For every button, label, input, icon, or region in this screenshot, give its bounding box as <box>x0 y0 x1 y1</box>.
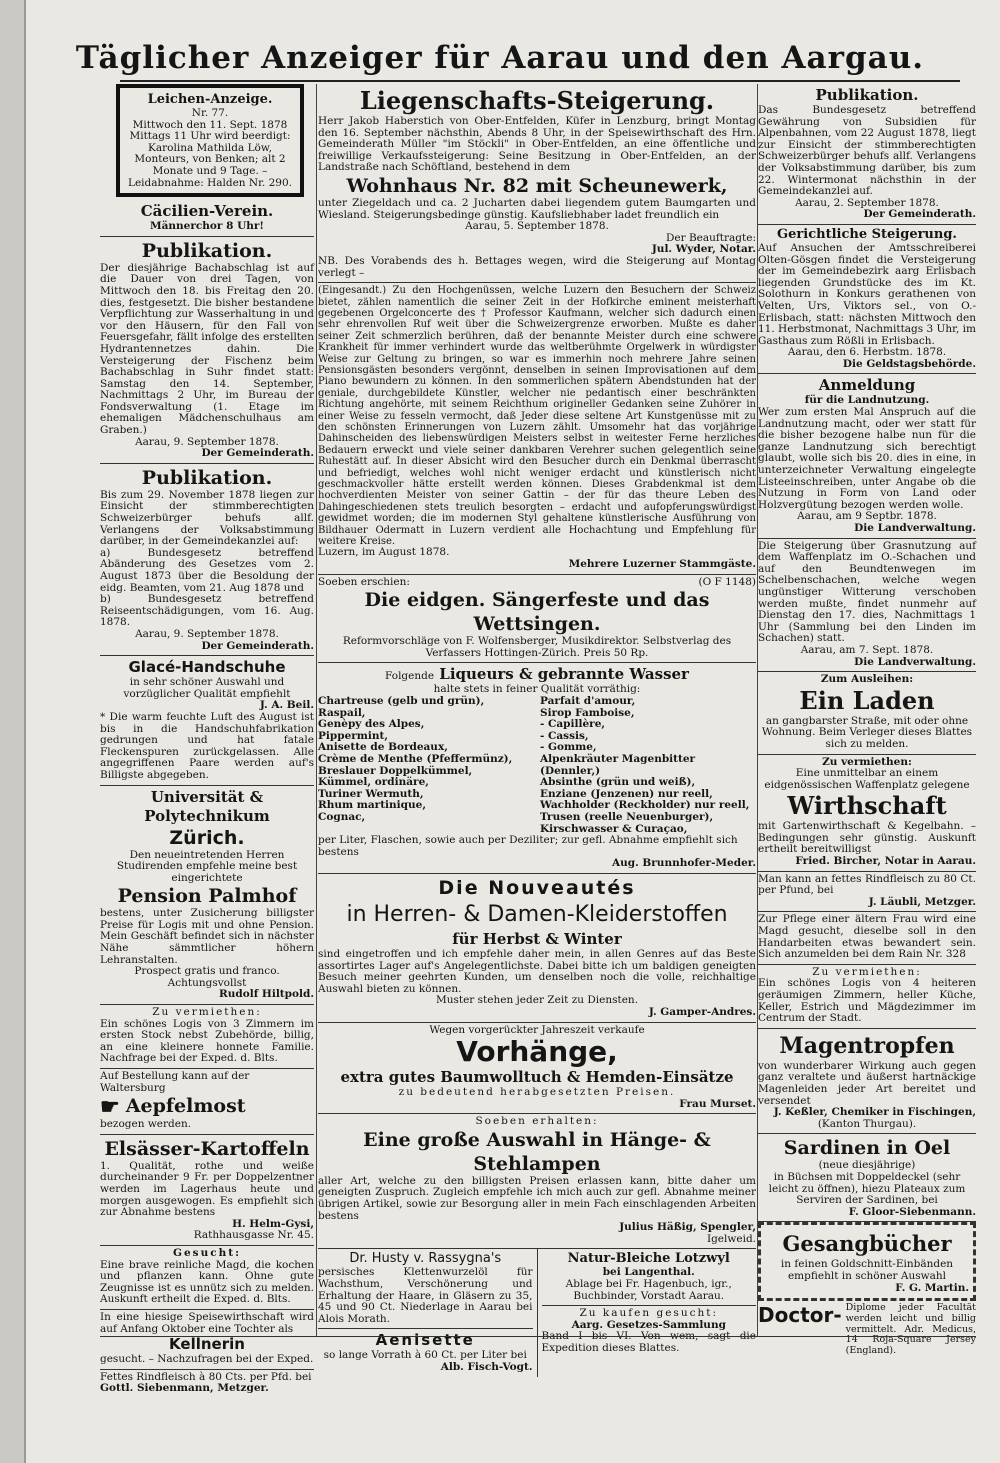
ad-text: an gangbarster Straße, mit oder ohne Wohnung. Beim Verleger dieses Blattes sich zu melden. <box>761 714 973 750</box>
ad-bleiche <box>542 1249 757 1306</box>
pointing-hand-icon: ☛ <box>100 1094 120 1121</box>
ad-vermiethen <box>100 1005 314 1069</box>
ad-greeting: Achtungsvollst <box>167 976 247 989</box>
ad-kellnerin <box>100 1310 314 1370</box>
ad-date: Aarau, am 9 Septbr. 1878. <box>797 510 937 523</box>
ad-subtitle: extra gutes Baumwolltuch & Hemden-Einsätze <box>340 1068 734 1087</box>
ad-footer: per Liter, Flaschen, sowie auch per Deziliter; zur gefl. Abnahme empfiehlt sich bestens <box>318 834 738 858</box>
ad-text: in sehr schöner Auswahl und vorzüglicher Qualität empfiehlt <box>123 676 291 700</box>
ad-title: Publikation. <box>141 239 273 262</box>
ad-liqueurs <box>318 663 756 874</box>
ad-title: Eine große Auswahl in Hänge- & Stehlampen <box>363 1128 711 1175</box>
ad-text: Zur Pflege einer ältern Frau wird eine Magd gesucht, dieselbe soll in den Handarbeiten etwas bewandert sein. Sich anzumelden bei dem Rain Nr. 328 <box>758 913 976 961</box>
ad-signature: Gottl. Siebenmann, Metzger. <box>100 1382 269 1395</box>
ad-husty <box>318 1249 533 1329</box>
ad-text: Bis zum 29. November 1878 liegen zur Einsicht der stimmberechtigten Schweizerbürger behufs allf. Verlangens der Volksabstimmung darüber, in der Gemeindekanzlei auf: <box>100 488 314 548</box>
masthead-rule <box>120 80 960 82</box>
ad-title: Cäcilien-Verein. <box>140 202 274 221</box>
ad-signature: Die Landverwaltung. <box>854 655 976 668</box>
ad-gesucht-magd <box>100 1246 314 1310</box>
ad-date: Aarau, am 7. Sept. 1878. <box>800 643 934 656</box>
ad-text: so lange Vorrath à 60 Ct. per Liter bei <box>323 1349 527 1362</box>
ad-vorhaenge <box>318 1023 756 1115</box>
column-left <box>100 84 314 1395</box>
ad-city: Zürich. <box>169 826 245 849</box>
ad-text: zu bedeutend herabgesetzten Preisen. <box>398 1086 676 1099</box>
ad-text: Mittwoch den 11. Sept. 1878 Mittags 11 Uhr wird beerdigt: Karolina Mathilda Löw, Monteurs, von Benken; alt 2 Monate und 9 Tage. – Leidabnahme: Halden Nr. 290. <box>128 118 292 189</box>
ad-title: Liqueurs & gebrannte Wasser <box>439 665 689 684</box>
ad-title: Doctor- <box>758 1303 842 1328</box>
ad-date: Aarau, 2. September 1878. <box>795 196 939 209</box>
ad-title: Publikation. <box>815 86 919 104</box>
liqueur-item: Sirop Famboise, <box>540 706 635 719</box>
ad-text: Die Steigerung über Grasnutzung auf dem Waffenplatz im O.-Schachen und auf den Beundtenwegen im Schelbenschachen, welche wegen ungünstiger Witterung verschoben werden mußte, findet nunmehr auf Dienstag den 17. dies, Nachmittags 1 Uhr (Sammlung bei den Linden im Schachen) statt. <box>758 539 976 645</box>
ad-pre: Zu vermiethen: <box>812 965 922 978</box>
ad-title: Natur-Bleiche Lotzwyl <box>567 1251 730 1267</box>
liqueur-item: Chartreuse (gelb und grün), <box>318 695 485 708</box>
ad-text: In eine hiesige Speisewirthschaft wird auf Anfang Oktober eine Tochter als <box>100 1310 314 1335</box>
ad-text: in feinen Goldschnitt-Einbänden empfiehlt in schöner Auswahl <box>780 1258 954 1282</box>
ad-item-b: b) Bundesgesetz betreffend Reiseentschädigungen, vom 16. Aug. 1878. <box>100 593 314 629</box>
ad-pre: Zum Ausleihen: <box>820 673 914 686</box>
liqueur-item: Enziane (Jenzenen) nur reell, <box>540 787 713 800</box>
ad-gesangbuecher <box>758 1222 976 1301</box>
ad-signature: H. Helm-Gysi, <box>232 1217 314 1230</box>
ad-address: Rathhausgasse Nr. 45. <box>193 1229 314 1242</box>
ad-code: (O F 1148) <box>698 575 756 588</box>
ad-date: Aarau, 9. September 1878. <box>135 627 279 640</box>
ad-signature: J. Gamper-Andres. <box>648 1005 756 1018</box>
ad-text: 1. Qualität, rothe und weiße durcheinander 9 Fr. per Doppelzentner werden im Lagerhaus heute und morgen ausgewogen. Es empfiehlt sich zur Abnahme bestens <box>100 1159 314 1219</box>
ad-title: Gesucht: <box>173 1246 241 1259</box>
ad-magentropfen <box>758 1029 976 1135</box>
ad-text: sind eingetroffen und ich empfehle daher mein, in allen Genres auf das Beste assortirtes Lager auf's Angelegentlichste. Dabei bitte ich um baldigen geneigten Besuch meiner geehrten Kunden, um denselben noch die volle, reichhaltige Auswahl bieten zu können. <box>318 947 756 995</box>
ad-pre <box>318 577 756 589</box>
liqueur-item: Cognac, <box>318 810 366 823</box>
ad-title: Aenisette <box>375 1331 475 1350</box>
ad-text-2: bestens, unter Zusicherung billigster Preise für Logis mit und ohne Pension. Mein Geschäft befindet sich in nächster Nähe sämmtlicher höhern Lehranstalten. <box>100 907 314 966</box>
ad-subtitle: Männerchor 8 Uhr! <box>149 220 265 233</box>
ad-text: Der diesjährige Bachabschlag ist auf die Dauer von drei Tagen, von Mittwoch den 18. bis Freitag den 20. dies, festgesetzt. Die bisher bestandene Verpflichtung zur Wasserhaltung in und vor den Häusern, für den Fall von Feuersgefahr, fällt infolge des erstellten Hydrantennetzes dahin. Die Versteigerung der Fischenz beim Bachabschlag in Suhr findet statt: Samstag den 14. September, Nachmittags 2 Uhr, im Bureau der Fondsverwaltung (1. Etage im ehemaligen Mädchenschulhaus am Graben.) <box>100 261 314 437</box>
ad-subtitle: (neue diesjährige) <box>818 1159 916 1172</box>
ad-col-small-right <box>542 1249 757 1376</box>
liqueur-item: Raspail, <box>318 706 366 719</box>
ad-pre: Zu kaufen gesucht: <box>579 1307 718 1320</box>
ad-date: Aarau, 5. September 1878. <box>465 220 609 233</box>
ad-logis <box>758 965 976 1029</box>
masthead: Täglicher Anzeiger für Aarau und den Aargau. <box>75 40 925 76</box>
liqueur-item: - Gomme, <box>540 741 597 754</box>
page-margin <box>0 0 24 1463</box>
ad-col-small-left <box>318 1249 538 1376</box>
ad-text-3: Prospect gratis und franco. <box>134 965 280 978</box>
ad-text: aller Art, welche zu den billigsten Preisen erlassen kann, bitte daher um geneigten Zuspruch. Zugleich empfehle ich mich auch zur gefl. Abnahme meiner übrigen Artikel, sowie zur Besorgung aller in mein Fach einschlagenden Arbeiten bestens <box>318 1174 756 1222</box>
ad-saengerfeste <box>318 575 756 664</box>
liqueur-list-left <box>318 696 534 835</box>
ad-title: Glacé-Handschuhe <box>128 658 286 677</box>
ad-grasnutzung <box>758 539 976 673</box>
ad-note: * Die warm feuchte Luft des August ist bis in die Handschuhfabrikation gedrungen und hat fatale Fleckenspuren zurückgelassen. Alle angegriffenen Paare werden auf's Billigste abgegeben. <box>100 710 314 781</box>
ad-date: Aarau, 9. September 1878. <box>135 435 279 448</box>
ad-rindfleisch <box>100 1370 314 1398</box>
ad-text: von wunderbarer Wirkung auch gegen ganz veraltete und äußerst hartnäckige Magenleiden jeder Art bereitet und versendet <box>758 1059 976 1107</box>
ad-item-a: a) Bundesgesetz betreffend Abänderung des Gesetzes vom 2. August 1873 über die Besoldung der eidg. Beamten, vom 21. Aug 1878 und <box>100 546 314 594</box>
liqueur-item: Rhum martinique, <box>318 799 426 812</box>
ad-signature: Der Gemeinderath. <box>201 447 314 460</box>
column-center <box>318 84 756 1373</box>
ad-signature: Die Geldstagsbehörde. <box>842 357 976 370</box>
ad-title: Aepfelmost <box>125 1095 246 1118</box>
ad-nouveautes <box>318 874 756 1023</box>
ad-text: Diplome jeder Facultät werden leicht und billig vermittelt. Adr. Medicus, 14 Roja-Square Jersey (England). <box>845 1302 976 1357</box>
ad-text: Auf Ansuchen der Amtsschreiberei Olten-Gösgen findet die Versteigerung der im Gemeindebezirk aarg Erlisbach liegenden Grundstücke des im Kt. Solothurn in Konkurs gerathenen von Velten, Urs, Viktors sel., von O.-Erlisbach, statt: nächsten Mittwoch den 11. Herbstmonat, Nachmittags 3 Uhr, im Gasthaus zum Rößli in Erlisbach. <box>758 241 976 347</box>
ad-title: Vorhänge, <box>456 1035 618 1069</box>
ad-text: persisches Klettenwurzelöl für Wachsthum, Verschönerung und Erhaltung der Haare, in Gläsern zu 35, 45 und 90 Ct. Niederlage in Aarau bei Alois Morath. <box>318 1266 533 1325</box>
article-eingesandt <box>318 283 756 575</box>
ad-text: halte stets in feiner Qualität vorräthig: <box>433 683 641 696</box>
ad-text-2: Muster stehen jeder Zeit zu Diensten. <box>435 994 639 1007</box>
ad-title-line <box>100 1094 314 1119</box>
ad-pre: Zu vermiethen: <box>822 755 912 768</box>
ad-fleisch <box>758 872 976 913</box>
ad-text: Ablage bei Fr. Hagenbuch, igr., Buchbinder, Vorstadt Aarau. <box>565 1278 732 1302</box>
liqueur-item: Alpenkräuter Magenbitter (Dennler,) <box>540 753 696 777</box>
ad-doctor <box>758 1301 976 1360</box>
ad-pflege <box>758 912 976 964</box>
ad-signature: Fried. Bircher, Notar in Aarau. <box>795 855 976 868</box>
ad-text-2: mit Gartenwirthschaft & Kegelbahn. – Bedingungen sehr günstig. Auskunft ertheilt bereitwilligst <box>758 820 976 856</box>
ad-title: Die Nouveautés <box>438 876 636 899</box>
page-edge-line <box>24 0 26 1463</box>
ad-signature: Frau Murset. <box>679 1097 756 1110</box>
liqueur-item: Breslauer Doppelkümmel, <box>318 764 473 777</box>
ad-publikation-3 <box>758 84 976 225</box>
ad-place: Igelweid. <box>706 1232 756 1245</box>
liqueur-list-right <box>540 696 756 835</box>
ad-aepfelmost <box>100 1069 314 1135</box>
ad-laden <box>758 672 976 754</box>
ad-text: Fettes Rindfleisch à 80 Cts. per Pfd. bei <box>100 1370 312 1383</box>
liqueur-item: Turiner Wermuth, <box>318 787 424 800</box>
liqueur-item: - Capillère, <box>540 718 606 731</box>
liqueur-item: Crème de Menthe (Pfeffermünz), <box>318 753 513 765</box>
ad-pre: Soeben erhalten: <box>475 1115 599 1128</box>
ad-subtitle: bei Langenthal. <box>602 1266 695 1279</box>
article-signature: Mehrere Luzerner Stammgäste. <box>568 558 756 571</box>
ad-title: Sardinen in Oel <box>783 1137 951 1160</box>
ad-text: Eine unmittelbar an einem eidgenössischen Waffenplatz gelegene <box>764 767 970 791</box>
ad-kartoffeln <box>100 1135 314 1246</box>
ad-number: Nr. 77. <box>191 107 229 119</box>
ad-signature: Der Gemeinderath. <box>863 208 976 221</box>
ad-text: Ein schönes Logis von 3 Zimmern im ersten Stock nebst Zubehörde, billig, an eine kleinere honnete Familie. Nachfrage bei der Exped. d. Blts. <box>100 1017 314 1065</box>
ad-signature: J. A. Beil. <box>259 699 314 712</box>
column-right <box>758 84 976 1357</box>
ad-pre-text: Soeben erschien: <box>318 575 410 588</box>
ad-title: Zu vermiethen: <box>152 1006 262 1019</box>
ad-title: Aarg. Gesetzes-Sammlung <box>571 1318 726 1331</box>
article-date: Luzern, im August 1878. <box>318 546 450 559</box>
ad-note: NB. Des Vorabends des h. Bettages wegen, wird die Steigerung auf Montag verlegt – <box>318 254 756 279</box>
liqueur-item: Trusen (reelle Neuenburger), <box>540 810 714 823</box>
ad-anmeldung <box>758 374 976 538</box>
ad-text: Band I bis VI. Von wem, sagt die Expedition dieses Blattes. <box>541 1330 756 1354</box>
liqueur-item: Kümmel, ordinäre, <box>318 776 429 789</box>
ad-pension-name: Pension Palmhof <box>117 885 297 908</box>
ad-headline: Wohnhaus Nr. 82 mit Scheunewerk, <box>346 174 728 197</box>
liqueur-item: Genèpy des Alpes, <box>318 718 425 731</box>
ad-gesetzessammlung <box>542 1306 757 1357</box>
ad-lampen <box>318 1114 756 1249</box>
liqueur-item: Kirschwasser & Curaçao, <box>540 822 688 835</box>
ad-title: Leichen-Anzeige. <box>147 92 273 107</box>
liqueur-item: Parfait d'amour, <box>540 695 636 708</box>
ad-subtitle: für Herbst & Winter <box>452 929 622 948</box>
ad-title: Dr. Husty v. Rassygna's <box>349 1251 502 1267</box>
ad-caecilien <box>100 200 314 237</box>
article-text: (Eingesandt.) Zu den Hochgenüssen, welche Luzern den Besuchern der Schweiz bietet, zählen namentlich die seiner Zeit in der Hofkirche eminent meisterhaft gegebenen Orgelconcerte des † Professor Kaufmann, welcher sich dadurch einen sehr ehrenvollen Ruf weit über die Schweizergrenze erworben. Mußte es daher seiner Zeit schmerzlich berühren, daß der benannte Meister durch eine schwere Krankheit für immer verhindert wurde das weltberühmte Orgelwerk in würdigster Weise zur Geltung zu bringen, so war es immerhin noch mehrere Jahre seinen Pensionsgästen besonders vergönnt, denselben in seinen Improvisationen auf dem Piano bewundern zu können. In den sommerlichen spätern Abendstunden hat der geniale, durchgebildete Künstler, welcher nie pedantisch einer beschränkten Richtung angehörte, mit seinem Reichthum origineller Gedanken seine Zuhörer in einer Weise zu fesseln vermocht, daß Jeder diese seltene Art Kunstgenüsse mit zu den schönsten Erinnerungen von Luzern zählt. Umsomehr hat das vorjährige Dahinscheiden des liebenswürdigen Meisters selbst in weitester Ferne herzliches Bedauern erweckt und viele seiner dankbaren Verehrer suchen gelegentlich seine Ruhestätt auf. In dieser Absicht wird den Besucher durch ein Denkmal überrascht und befriedigt, welches wohl nicht weniger erdacht und künstlerisch nicht geschmackvoller hätte erstellt werden können. Dieses Grabdenkmal ist dem hochverdienten Meister von seiner Gattin – der für das theure Leben des Dahingeschiedenen stets treulich besorgten – erdacht und aufopferungswürdigst gewidmet worden; die im modernen Styl gehaltene künstlerische Ausführung von Bildhauer Odermatt in Luzern verdient alle Hochachtung und Empfehlung für weitere Kreise. <box>318 285 756 548</box>
ad-signature: Die Landverwaltung. <box>854 522 976 534</box>
ad-signature: Julius Häßig, Spengler, <box>619 1221 756 1234</box>
ad-date: Aarau, den 6. Herbstm. 1878. <box>787 346 947 359</box>
ad-text: Wer zum ersten Mal Anspruch auf die Landnutzung macht, oder wer statt für die bisher bezogene halbe nun für die ganze Landnutzung sich berechtigt glaubt, wolle sich bis 20. dies in eine, in unterzeichneter Verwaltung eingelegte Listeeinschreiben, unter Angabe ob die Nutzung in Form von Land oder Holzvergütung bezogen werden wolle. <box>758 406 976 511</box>
ad-subtitle: gesucht. – Nachzufragen bei der Exped. <box>100 1353 314 1366</box>
ad-title: Gerichtliche Steigerung. <box>777 226 957 242</box>
ad-title-line <box>318 665 756 684</box>
ad-signature: Rudolf Hiltpold. <box>219 988 314 1001</box>
column-rule <box>316 84 317 1336</box>
ad-title: Anmeldung <box>818 376 916 395</box>
ad-title: Gesangbücher <box>782 1231 952 1257</box>
ad-text: Reformvorschläge von F. Wolfensberger, Musikdirektor. Selbstverlag des Verfassers Hottingen-Zürich. Preis 50 Rp. <box>342 635 732 659</box>
ad-text: Man kann an fettes Rindfleisch zu 80 Ct. per Pfund, bei <box>758 872 976 897</box>
ad-signature: Aug. Brunnhofer-Meder. <box>611 857 756 870</box>
ad-title: Kellnerin <box>169 1335 245 1354</box>
ad-row-small <box>318 1249 756 1376</box>
ad-liegenschaft <box>318 84 756 283</box>
liqueur-list <box>318 696 756 835</box>
ad-signature: Jul. Wyder, Notar. <box>651 243 756 256</box>
ad-role: Der Beauftragte: <box>665 231 756 244</box>
ad-leichen-anzeige <box>116 84 304 197</box>
ad-signature: Der Gemeinderath. <box>201 639 314 652</box>
ad-text: Auf Bestellung kann auf der Waltersburg <box>100 1070 250 1094</box>
ad-text: Eine brave reinliche Magd, die kochen und pflanzen kann. Ohne gute Zeugnisse ist es unnütz sich zu melden. Auskunft ertheilt die Exped. d. Blts. <box>100 1258 314 1306</box>
liqueur-item: Absinthe (grün und weiß), <box>540 776 696 789</box>
ad-title: Universität & Polytechnikum <box>144 787 270 825</box>
liqueur-item: Wachholder (Reckholder) nur reell, <box>540 799 750 812</box>
liqueur-item: Pippermint, <box>318 729 389 742</box>
ad-publikation-2 <box>100 464 314 656</box>
ad-title: Magentropfen <box>779 1032 955 1059</box>
ad-wirthschaft <box>758 755 976 872</box>
ad-publikation-1 <box>100 237 314 464</box>
ad-text: in Büchsen mit Doppeldeckel (sehr leicht zu öffnen), hiezu Plateaux zum Serviren der Sardinen, bei <box>768 1170 966 1207</box>
ad-text: Ein schönes Logis von 4 heiteren geräumigen Zimmern, heller Küche, Keller, Estrich und Mägdezimmer im Centrum der Stadt. <box>758 977 976 1025</box>
ad-subtitle: bezogen werden. <box>100 1118 192 1131</box>
ad-gerichtliche-steigerung <box>758 225 976 375</box>
ad-pre: Folgende <box>385 670 435 683</box>
ad-title: Publikation. <box>141 466 273 489</box>
ad-glace <box>100 656 314 785</box>
liqueur-item: - Cassis, <box>540 729 589 742</box>
ad-text: Das Bundesgesetz betreffend Gewährung von Subsidien für Alpenbahnen, vom 22 August 1878, liegt zur Einsicht der stimmberechtigten Schweizerbürger behufs allf. Verlangens der Volksabstimmung darüber, bis zum 22. Wintermonat nächsthin in der Gemeindekanzlei auf. <box>758 104 976 198</box>
ad-headline: in Herren- & Damen-Kleiderstoffen <box>346 901 728 927</box>
ad-title: Ein Laden <box>799 685 935 715</box>
ad-sardinen <box>758 1134 976 1222</box>
ad-subtitle: für die Landnutzung. <box>804 394 930 407</box>
ad-title: Wirthschaft <box>787 791 947 821</box>
ad-title: Elsässer-Kartoffeln <box>104 1137 310 1160</box>
ad-pre: Wegen vorgerückter Jahreszeit verkaufe <box>429 1023 645 1036</box>
liqueur-item: Anisette de Bordeaux, <box>318 741 448 754</box>
ad-signature: J. Läubli, Metzger. <box>868 895 976 908</box>
ad-pension <box>100 786 314 1006</box>
ad-text-2: unter Ziegeldach und ca. 2 Jucharten dabei liegendem gutem Baumgarten und Wiesland. Steigerungsbedinge günstig. Kaufsliebhaber ladet freundlich ein <box>318 196 756 221</box>
ad-place: (Kanton Thurgau). <box>817 1117 917 1130</box>
ad-signature: J. Keßler, Chemiker in Fischingen, <box>773 1106 976 1119</box>
ad-title: Liegenschafts-Steigerung. <box>359 86 715 115</box>
ad-text: Den neueintretenden Herren Studirenden empfehle meine best eingerichtete <box>116 848 298 884</box>
ad-signature: F. G. Martin. <box>895 1281 969 1294</box>
ad-text: Herr Jakob Haberstich von Ober-Entfelden, Küfer in Lenzburg, bringt Montag den 16. September nächsthin, Abends 8 Uhr, in der Speisewirthschaft des Hrn. Gemeinderath Müller "im Stöckli" in Ober-Entfelden, an eine öffentliche und freiwillige Verkaufssteigerung: Seine Besitzung in Ober-Entfelden, an der Landstraße nach Schöftland, bestehend in dem <box>318 115 756 174</box>
bottom-rule <box>100 1336 976 1337</box>
ad-title: Die eidgen. Sängerfeste und das Wettsingen. <box>364 589 710 636</box>
ad-signature: Alb. Fisch-Vogt. <box>440 1361 533 1373</box>
ad-signature: F. Gloor-Siebenmann. <box>848 1205 976 1218</box>
